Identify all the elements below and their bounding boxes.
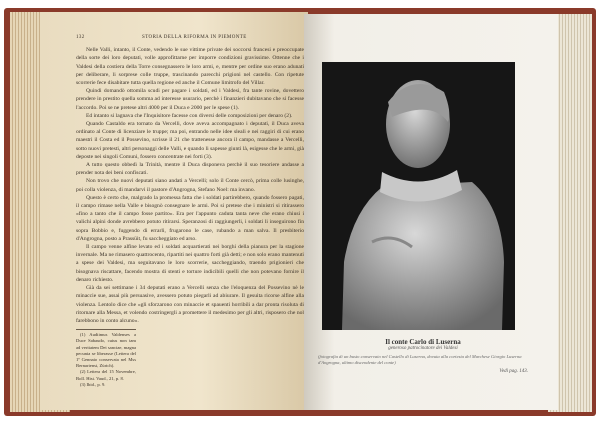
paragraph: Questo è certo che, malgrado la promessa fatta che i soldati partirebbero, quando fossero pagati, il campo rimase nella Valle e bisognò consegnare le armi. Poi si pretese che i ministri si ritirassero «fino a tanto che il campo fosse partito». Era per l'appunto caduta tanta neve che erano chiusi i valichi alpini donde avrebbero potuto ritirarsi. Speranzosi di raggiungerli, i soldati li inseguirono fin sopra Bobbio e, fuggendo di errarli, frugarono le case, rubando a man salva. Il presbiterio d'Angrogna, posto a Prassüit, fu saccheggiato ed arso. <box>76 194 304 242</box>
caption-subtitle: generoso patrocinatore dei Valdesi <box>388 346 458 351</box>
footnote: (3) Ibid., p. 9. <box>80 381 106 387</box>
caption-note: (fotografia di un busto conservato nel Castello di Luserna, dovuta alla cortesia del Marchese Giorgio Luserna d'Angrogna, ultimo discendente del conte) <box>318 354 522 365</box>
page-number: 132 <box>76 35 85 40</box>
running-head: STORIA DELLA RIFORMA IN PIEMONTE <box>142 35 247 40</box>
bust-photograph <box>322 62 515 330</box>
paragraph: Quando Castaldo era tornato da Vercelli, dove aveva accompagnato i deputati, il Duca aveva ordinato al Conte di licenziare le truppe; ma poi, entrando nelle idee sleali e nei raggiri di cui erano maestri il Costa ed il Possevino, scrisse il 21 che trattenesse ancora il campo, mandasse a Vercelli, sotto nuovi pretesti, altri personaggi delle Valli, e quando li sapesse giunti là, esigesse che le armi, già deposte nei singoli Comuni, fossero concentrate nei forti (3). <box>76 121 304 160</box>
see-page-reference: Vedi pag. 143. <box>499 369 528 374</box>
paragraph: A tutto questo obbedì la Trinità, mentre il Duca disponeva perchè il suo tesoriere andasse a prender nota dei beni confiscati. <box>76 162 304 177</box>
paragraph: Ed intanto si lagnava che l'Inquisitore facesse con diversi delle composizioni per denaro (2). <box>86 112 293 119</box>
paragraph: Quindi domandò ottomila scudi per pagare i soldati, ed i Valdesi, fra tante rovine, dovettero prendere in prestito quella somma ad interesse usurario, perchè i finanzieri dubitavano che si facesse l'accordo. Poi se ne pretese altri 4000 per il Duca e 2000 per le spese (1). <box>76 88 304 111</box>
photo-caption <box>318 338 528 374</box>
paragraph: Già da sei settimane i 34 deputati erano a Vercelli senza che l'eloquenza del Possevino nè le minaccie sue, assai più persuasive, avessero potuto piegarli ad abiurare. Il gesuita ricorse alfine alla violenza. Lentolo dice che «gli sforzarono con minaccie et spauenti horribili a dar pronta risoluta di ritornare alla Messa, et volendo costringergli a promettere il medesimo per gli altri, risposero che nol farebbono in conto alcuno». <box>76 285 304 324</box>
paragraph: Il campo venne alfine levato ed i soldati acquartierati nei borghi della pianura per la stagione invernale. Ma ne rimasero quattrocento, ripartiti nei quattro forti già detti; e non solo erano mantenuti a spese dei Valdesi, ma seguitavano le loro scorrerie, saccheggiando, traendo prigionieri che bisognava riscattare, facendo mostra di stenti e torture indicibili quelli che non potevano fornire il denaro richiesto. <box>76 244 304 283</box>
paragraph: Nelle Valli, intanto, il Conte, vedendo le sue vittime private dei soccorsi francesi e preoccupate della sorte dei loro deputati, volle approfittarne per imporre condizioni gravissime. Ottenne che i Valdesi della costiera della Torre consegnassero le loro armi, e, mentre per ordine suo erano adunati per deliberare, li sorprese colle truppe, trascinando parecchi prigioni nel castello. Con ripetute scorrerie fece disabitare tutta quella regione ed anche il Comune limitrofo del Villar. <box>76 47 304 87</box>
footnote: (1) Audiimus Valdenses a Duce Sabaudo, cuius non tam ad veritatem Dei sanctae, magna pecunia se liberasse (Lettera del 1º Gennaio conservata nel Mss Bernariensi, Zürich). <box>76 332 136 369</box>
footnotes <box>76 329 136 388</box>
footnote: (2) Lettera del 15 Novembre, Boll. Hist. Vaud., 21, p. 8. <box>76 369 136 381</box>
caption-title: Il conte Carlo di Luserna <box>385 338 461 346</box>
paragraph: Non trovo che nuovi deputati siano andati a Vercelli; solo il Conte cercò, prima colle lusinghe, poi colla violenza, di mandarvi il pastore d'Angrogna, Stefano Noel: ma invano. <box>76 178 304 193</box>
running-header <box>76 34 304 42</box>
bust-image <box>322 62 515 330</box>
left-page-text <box>76 34 304 388</box>
